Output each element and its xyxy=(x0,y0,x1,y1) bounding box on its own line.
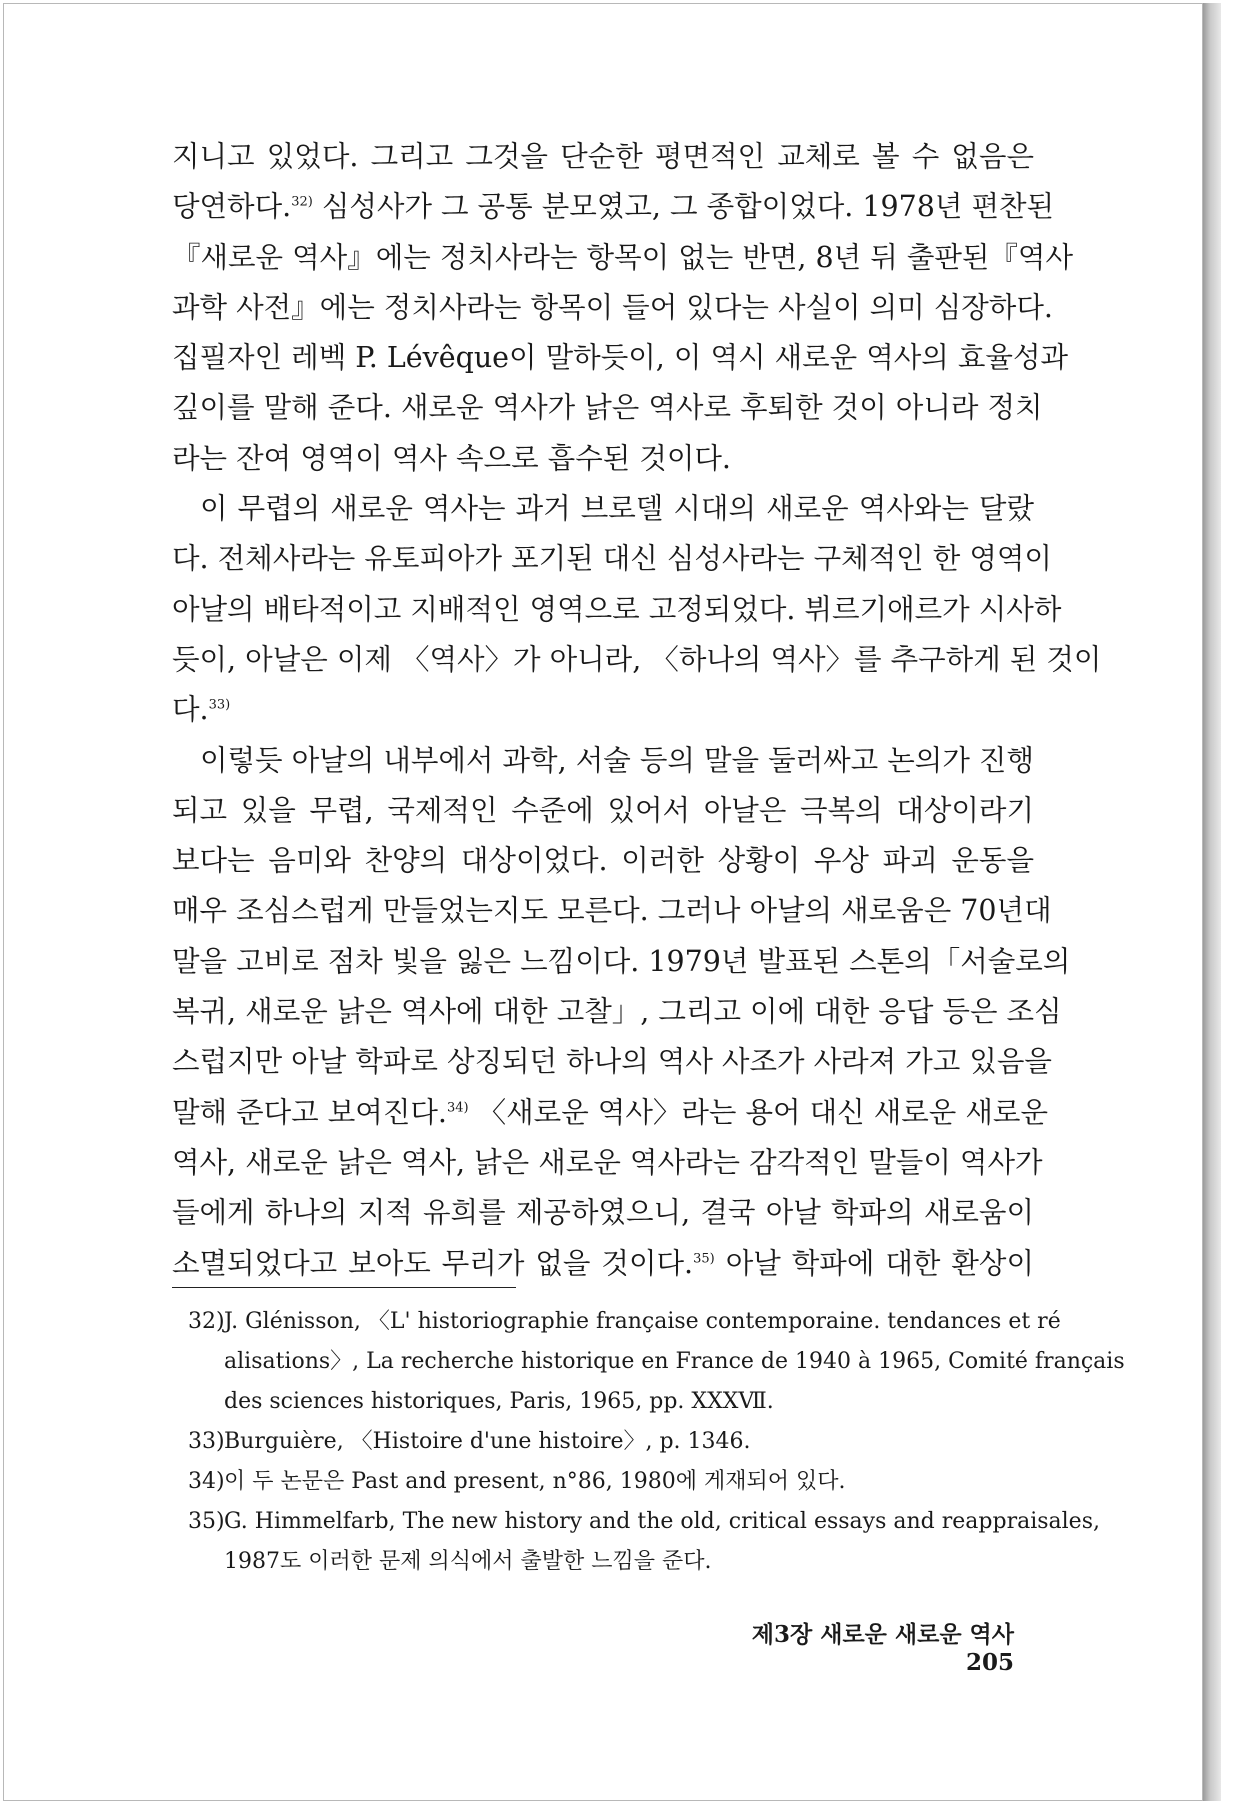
text-line: 다. 전체사라는 유토피아가 포기된 대신 심성사라는 구체적인 한 영역이 xyxy=(172,542,1052,576)
footnote-line xyxy=(224,1502,1100,1542)
text-line: 집필자인 레벡 P. Lévêque이 말하듯이, 이 역시 새로운 역사의 효율성과 xyxy=(172,341,1069,375)
footnote-number: 35) xyxy=(188,1509,225,1534)
text-line: 들에게 하나의 지적 유희를 제공하였으니, 결국 아날 학파의 새로움이 xyxy=(172,1196,1034,1230)
text-line: 스럽지만 아날 학파로 상징되던 하나의 역사 사조가 사라져 가고 있음을 xyxy=(172,1045,1052,1079)
chapter-title: 제3장 새로운 새로운 역사 xyxy=(751,1621,1014,1648)
footnotes xyxy=(172,1302,1125,1582)
footnote-34 xyxy=(172,1462,1034,1502)
footnote-line xyxy=(224,1542,1034,1582)
footnote-line xyxy=(224,1302,1061,1342)
body-text xyxy=(172,132,1102,1289)
text-line: 라는 잔여 영역이 역사 속으로 흡수된 것이다. xyxy=(172,441,731,475)
text-line: 매우 조심스럽게 만들었는지도 모른다. 그러나 아날의 새로움은 70년대 xyxy=(172,894,1052,928)
footnote-32 xyxy=(172,1302,1125,1422)
footnote-33 xyxy=(172,1422,1034,1462)
footnote-text: J. Glénisson, 〈L' historiographie française contemporaine. tendances et ré xyxy=(224,1309,1061,1334)
text-line xyxy=(172,1088,1048,1138)
footnote-divider xyxy=(172,1287,516,1288)
footnote-line xyxy=(224,1462,1034,1502)
text-segment: 소멸되었다고 보아도 무리가 없을 것이다. xyxy=(172,1246,694,1280)
text-line xyxy=(172,1239,1034,1289)
text-line: 이 무렵의 새로운 역사는 과거 브로델 시대의 새로운 역사와는 달랐 xyxy=(200,492,1034,526)
page-number: 205 xyxy=(965,1649,1014,1676)
footnote-line xyxy=(224,1342,1125,1382)
text-line: 아날의 배타적이고 지배적인 영역으로 고정되었다. 뷔르기애르가 시사하 xyxy=(172,592,1062,626)
footnote-line xyxy=(224,1422,1034,1462)
text-line: 보다는 음미와 찬양의 대상이었다. 이러한 상황이 우상 파괴 운동을 xyxy=(172,844,1034,878)
footnote-text: 이 두 논문은 Past and present, n°86, 1980에 게재되어 있다. xyxy=(224,1469,846,1494)
text-segment: 아날 학파에 대한 환상이 xyxy=(714,1246,1034,1280)
text-segment: 다. xyxy=(172,693,209,727)
footnote-35 xyxy=(172,1502,1100,1582)
text-line: 깊이를 말해 준다. 새로운 역사가 낡은 역사로 후퇴한 것이 아니라 정치 xyxy=(172,391,1043,425)
text-line: 『새로운 역사』에는 정치사라는 항목이 없는 반면, 8년 뒤 출판된『역사 xyxy=(172,240,1073,274)
text-line: 지니고 있었다. 그리고 그것을 단순한 평면적인 교체로 볼 수 없음은 xyxy=(172,140,1034,173)
text-line: 과학 사전』에는 정치사라는 항목이 들어 있다는 사실이 의미 심장하다. xyxy=(172,290,1053,324)
text-line xyxy=(172,685,1034,735)
text-segment: 당연하다. xyxy=(172,190,292,224)
text-segment: 말해 준다고 보여진다. xyxy=(172,1095,447,1129)
text-line: 역사, 새로운 낡은 역사, 낡은 새로운 역사라는 감각적인 말들이 역사가 xyxy=(172,1145,1043,1179)
text-line: 복귀, 새로운 낡은 역사에 대한 고찰」, 그리고 이에 대한 응답 등은 조심 xyxy=(172,995,1062,1029)
text-line xyxy=(172,182,1055,232)
footnote-text: 1987도 이러한 문제 의식에서 출발한 느낌을 준다. xyxy=(224,1549,712,1574)
footnote-ref-35: 35) xyxy=(693,1251,715,1267)
text-line: 되고 있을 무렵, 국제적인 수준에 있어서 아날은 극복의 대상이라기 xyxy=(172,793,1034,827)
text-line: 이렇듯 아날의 내부에서 과학, 서술 등의 말을 둘러싸고 논의가 진행 xyxy=(200,743,1034,777)
footnote-text: G. Himmelfarb, The new history and the old, critical essays and reappraisales, xyxy=(224,1509,1100,1534)
book-page xyxy=(3,3,1203,1801)
text-line: 듯이, 아날은 이제 〈역사〉가 아니라, 〈하나의 역사〉를 추구하게 된 것이 xyxy=(172,642,1102,676)
footnote-line xyxy=(224,1382,1034,1422)
footnote-number: 33) xyxy=(188,1429,225,1454)
text-segment: 심성사가 그 공통 분모였고, 그 종합이었다. 1978년 편찬된 xyxy=(312,190,1055,224)
footnote-text: des sciences historiques, Paris, 1965, pp. XXXⅦ. xyxy=(224,1389,774,1414)
running-footer xyxy=(684,1616,1014,1676)
page-edge-shadow xyxy=(1203,3,1221,1801)
text-segment: 〈새로운 역사〉라는 용어 대신 새로운 새로운 xyxy=(468,1095,1048,1129)
footnote-ref-33: 33) xyxy=(208,697,231,713)
footnote-number: 32) xyxy=(188,1309,225,1334)
footnote-text: alisations〉, La recherche historique en France de 1940 à 1965, Comité français xyxy=(224,1349,1125,1374)
footnote-ref-34: 34) xyxy=(446,1100,469,1116)
text-line: 말을 고비로 점차 빛을 잃은 느낌이다. 1979년 발표된 스톤의「서술로의 xyxy=(172,944,1071,978)
footnote-ref-32: 32) xyxy=(291,194,313,210)
footnote-number: 34) xyxy=(188,1469,225,1494)
footnote-text: Burguière, 〈Histoire d'une histoire〉, p. 1346. xyxy=(224,1429,751,1454)
